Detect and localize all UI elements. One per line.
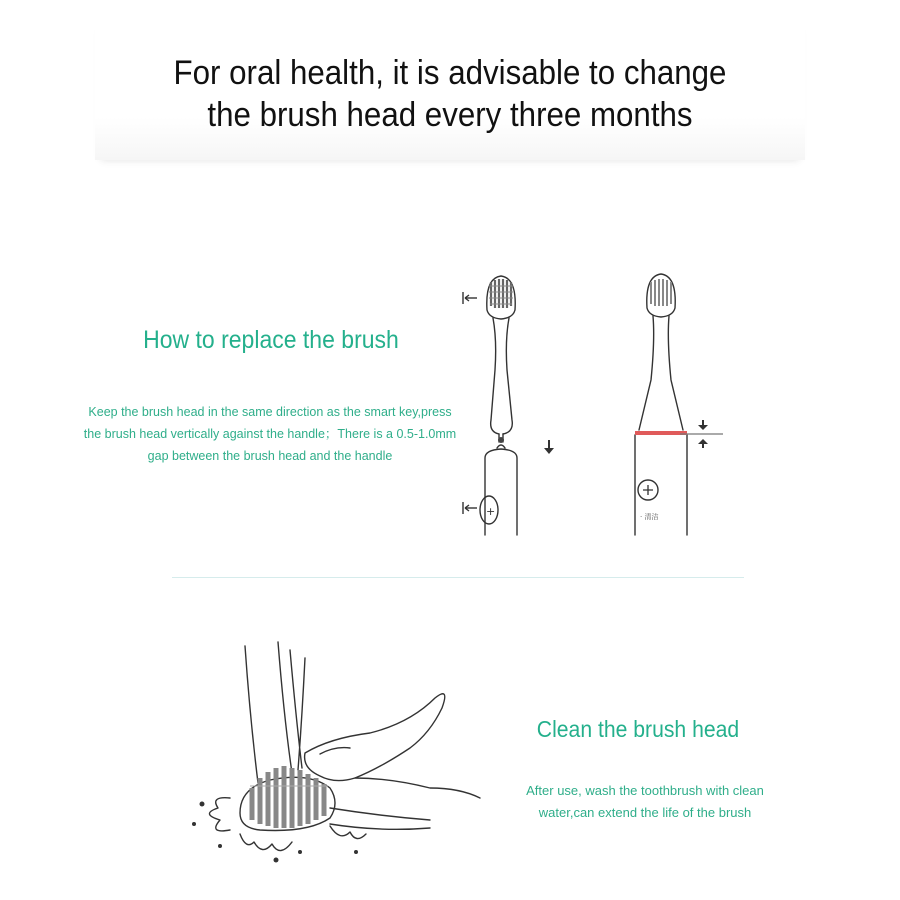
- down-arrow-icon: [544, 440, 554, 454]
- brush-cleaning-illustration: [180, 638, 490, 868]
- clean-body-line-2: water,can extend the life of the brush: [538, 805, 752, 820]
- seal-ring: [635, 431, 687, 435]
- handle-button-label: · 清洁: [640, 513, 659, 521]
- bristles-icon: [250, 766, 328, 828]
- headline-line-1: For oral health, it is advisable to change: [173, 54, 727, 92]
- down-arrow-icon: [698, 420, 708, 430]
- bristles-icon: [489, 279, 513, 308]
- clean-body-line-1: After use, wash the toothbrush with clean: [526, 783, 764, 798]
- page-headline: [123, 52, 776, 136]
- svg-text:+: +: [486, 505, 496, 518]
- replace-body-line-3: gap between the brush head and the handle: [147, 449, 393, 463]
- clean-section-title: Clean the brush head: [536, 716, 740, 742]
- replace-section-title: How to replace the brush: [143, 326, 399, 354]
- section-divider: [172, 577, 744, 578]
- replace-section-body: [60, 401, 480, 467]
- headline-line-2: the brush head every three months: [207, 96, 693, 134]
- replace-body-line-2: the brush head vertically against the handle；There is a 0.5-1.0mm: [83, 427, 457, 441]
- toothbrush-separated-illustration: [455, 270, 575, 535]
- toothbrush-assembled-illustration: [615, 270, 725, 535]
- clean-section-body: [480, 780, 810, 824]
- arrow-left-bar-icon: [463, 502, 477, 514]
- up-arrow-icon: [698, 439, 708, 448]
- replace-body-line-1: Keep the brush head in the same direction as the smart key,press: [88, 405, 452, 419]
- arrow-left-bar-icon: [463, 292, 477, 304]
